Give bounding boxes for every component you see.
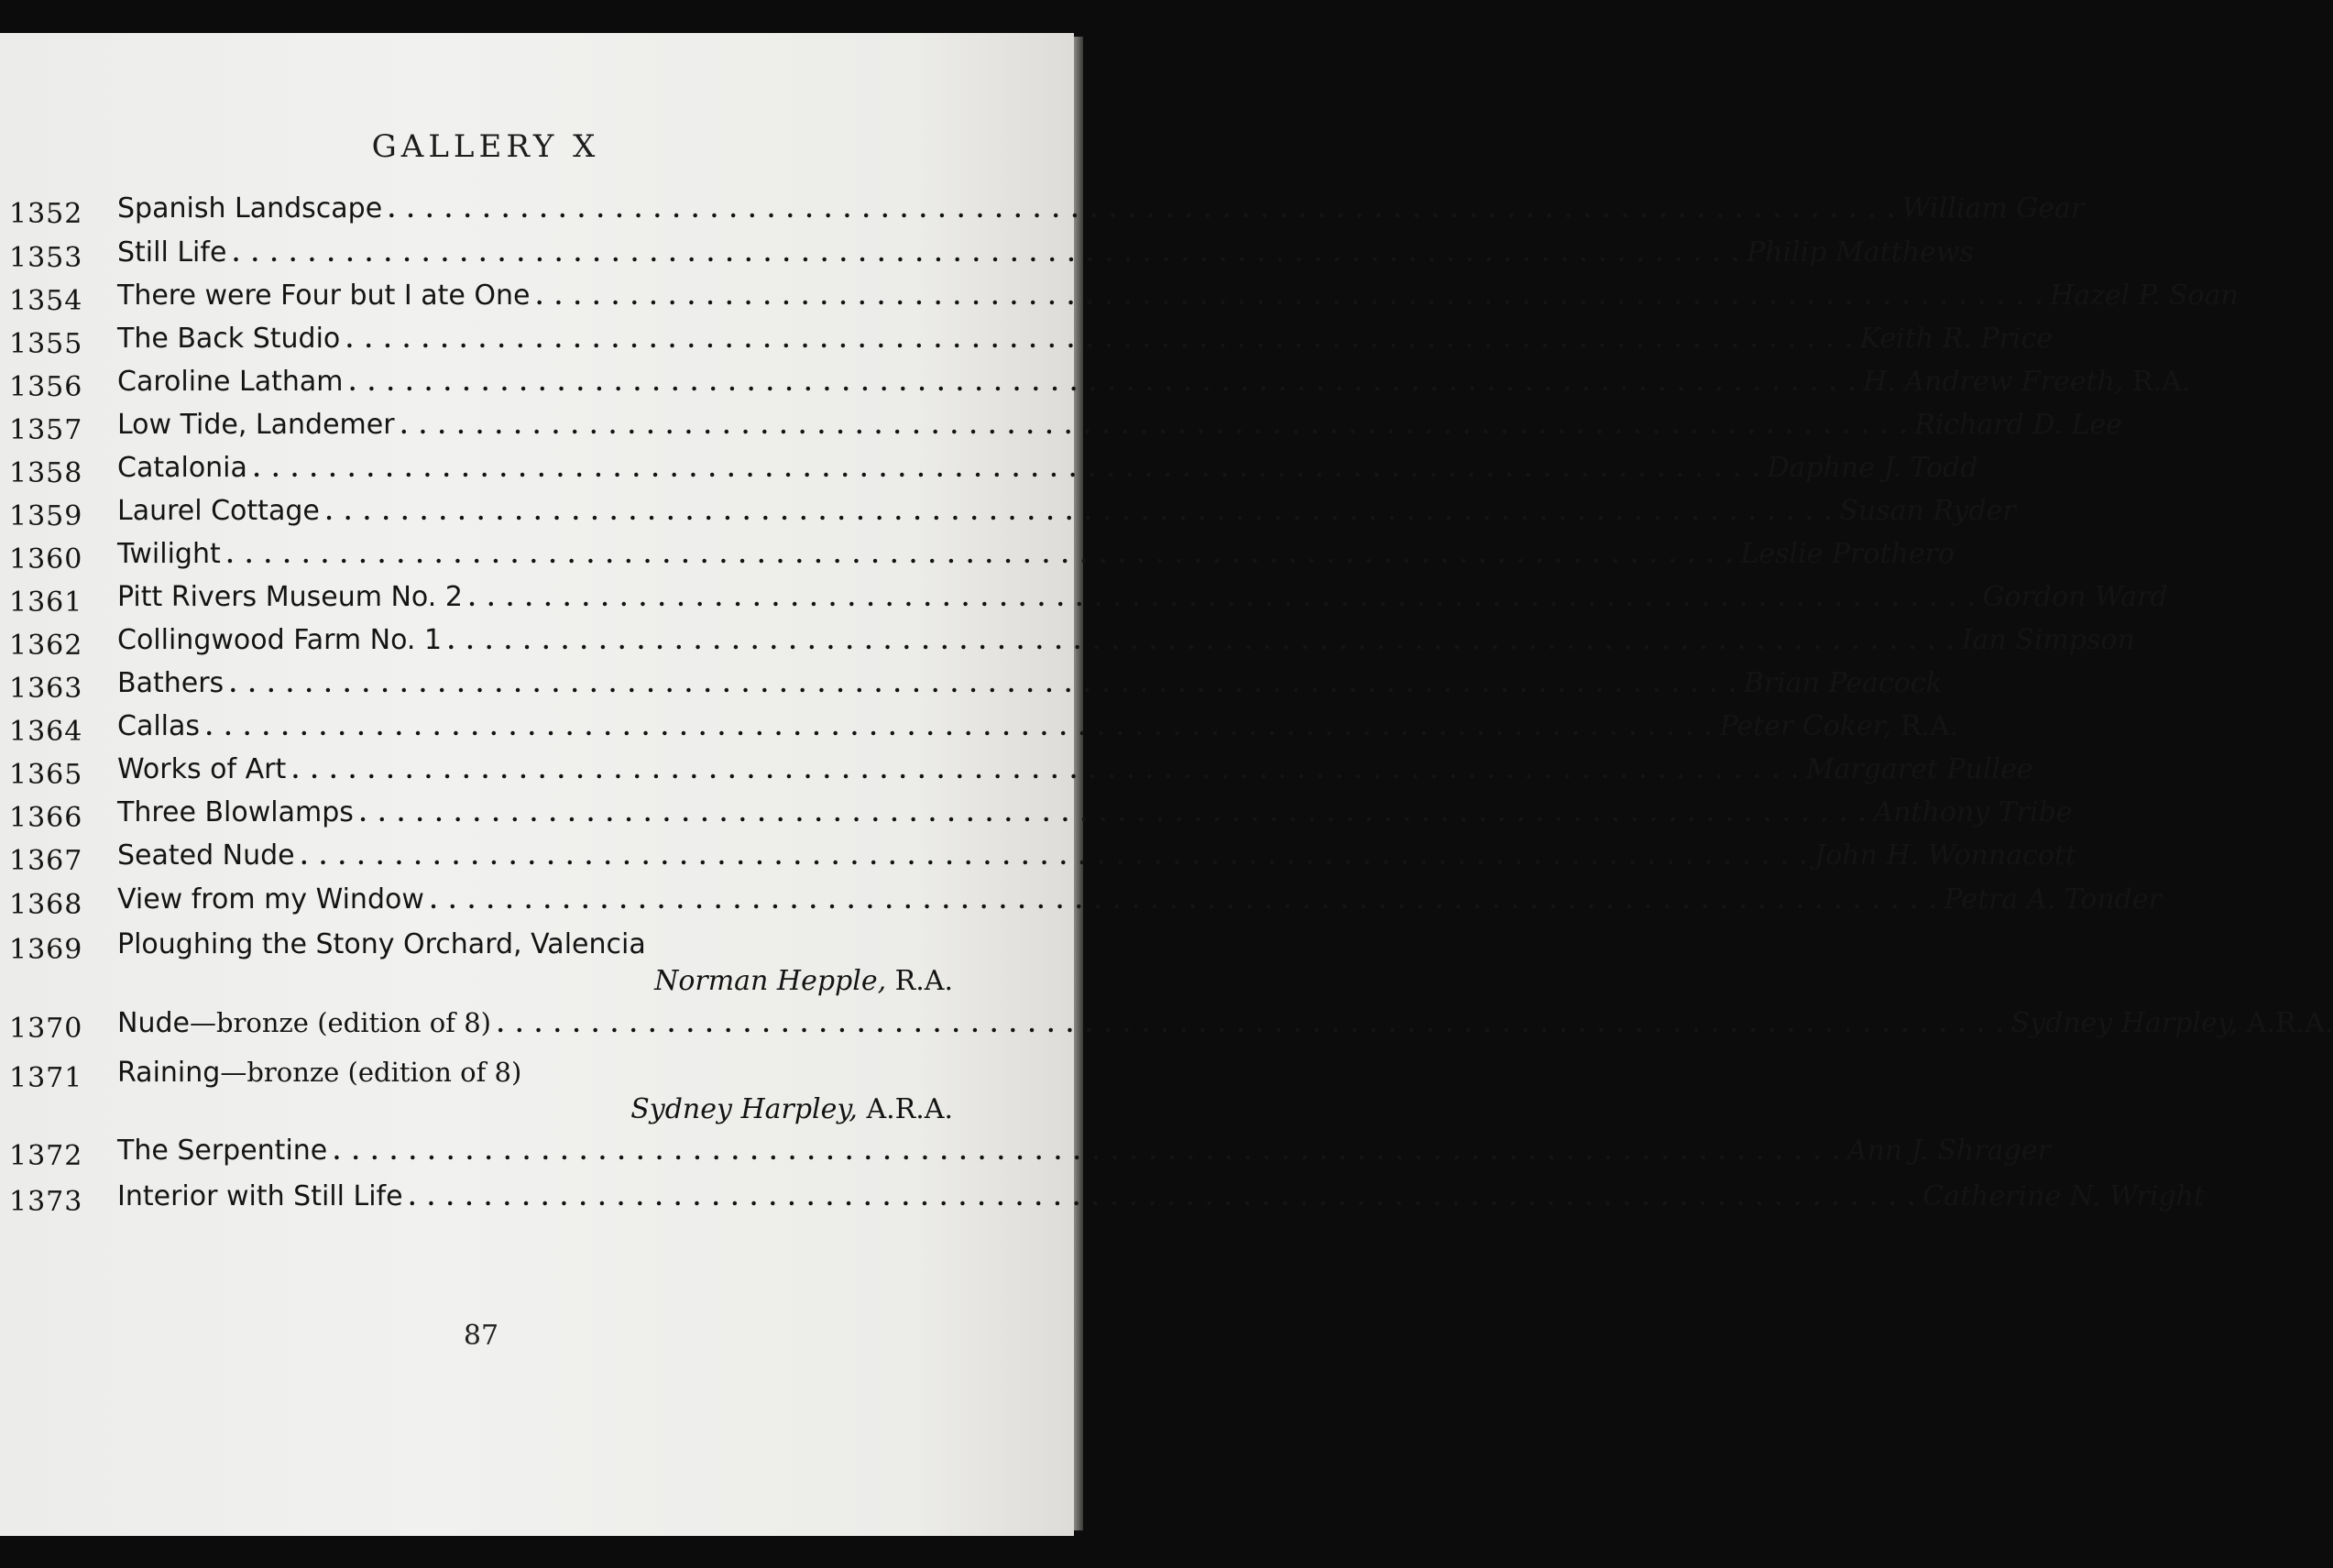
- dot-leader: . . . . . . . . . . . . . . . . . . . . . . . . . . . . . . . . . . . . . . . . . . . . . . . . . . . . . . . . . . . . . . . . . . . . . . . . . . . . . . . .: [496, 1011, 2006, 1037]
- entry-artist: [1860, 323, 2053, 355]
- entry-number: 1362: [9, 630, 83, 662]
- entry-number: 1365: [9, 759, 83, 791]
- catalogue-entry: [0, 1180, 2206, 1232]
- artist-name: Ann J. Shrager: [1846, 1135, 2051, 1167]
- entry-line: [117, 839, 2077, 872]
- entry-title-group: [117, 753, 286, 785]
- artist-name: Petra A. Tonder: [1944, 883, 2162, 916]
- artist-name: Leslie Prothero: [1740, 538, 1955, 570]
- entry-artist: [1740, 538, 1955, 570]
- entry-line: [117, 1007, 2333, 1039]
- entry-number: 1356: [9, 371, 83, 403]
- entry-title: Twilight: [117, 538, 221, 570]
- entry-number: 1361: [9, 587, 83, 619]
- artist-name: William Gear: [1901, 192, 2085, 225]
- entry-number: 1360: [9, 543, 83, 576]
- entry-line: [117, 409, 2122, 441]
- entry-title-group: [117, 839, 295, 872]
- entry-title-group: [117, 1180, 403, 1212]
- catalogue-entry: [0, 1135, 2051, 1186]
- entry-title: View from my Window: [117, 883, 424, 916]
- entry-number: 1373: [9, 1186, 83, 1218]
- entry-title-group: [117, 1007, 491, 1039]
- artist-name: Gordon Ward: [1982, 581, 2168, 613]
- entry-artist: [1814, 839, 2076, 872]
- entry-line: [117, 1135, 2051, 1167]
- dot-leader: . . . . . . . . . . . . . . . . . . . . . . . . . . . . . . . . . . . . . . . . . . . . . . . . . . . . . . . . . . . . . . . . . . . . . . . . . . . . . . . .: [225, 542, 1736, 568]
- artist-name: Margaret Pullee: [1805, 753, 2033, 785]
- entry-line: [117, 452, 1978, 484]
- entry-medium: —bronze (edition of 8): [189, 1007, 491, 1038]
- entry-title-group: [117, 280, 531, 312]
- catalogue-entry: [0, 928, 953, 997]
- entry-title-group: [117, 928, 646, 960]
- entry-line: [117, 796, 2073, 828]
- dot-leader: . . . . . . . . . . . . . . . . . . . . . . . . . . . . . . . . . . . . . . . . . . . . . . . . . . . . . . . . . . . . . . . . . . . . . . . . . . . . . . . .: [400, 412, 1910, 439]
- entry-title: Works of Art: [117, 753, 287, 785]
- entry-number: 1359: [9, 500, 83, 532]
- entry-number: 1354: [9, 285, 83, 317]
- entry-title: Collingwood Farm No. 1: [117, 624, 443, 656]
- entry-artist: [1839, 495, 2015, 527]
- dot-leader: . . . . . . . . . . . . . . . . . . . . . . . . . . . . . . . . . . . . . . . . . . . . . . . . . . . . . . . . . . . . . . . . . . . . . . . . . . . . . . . .: [348, 369, 1858, 396]
- entry-line: [117, 667, 1943, 699]
- entry-number: 1353: [9, 242, 83, 274]
- entry-title: Spanish Landscape: [117, 192, 383, 225]
- entry-title-group: [117, 192, 382, 225]
- entry-line: [117, 624, 2135, 656]
- artist-honours: A.R.A.: [866, 1093, 953, 1125]
- artist-name: Ian Simpson: [1961, 624, 2135, 656]
- catalogue-entry: [0, 1057, 953, 1125]
- artist-name: Philip Matthews: [1746, 236, 1974, 269]
- entry-number: 1358: [9, 457, 83, 489]
- entry-number: 1357: [9, 414, 83, 446]
- entry-line: [117, 192, 2085, 225]
- artist-name: Susan Ryder: [1839, 495, 2016, 527]
- entry-line: [117, 236, 1974, 269]
- entry-line: [117, 1057, 953, 1089]
- entry-artist: [1767, 452, 1977, 484]
- entry-title-group: [117, 452, 247, 484]
- dot-leader: . . . . . . . . . . . . . . . . . . . . . . . . . . . . . . . . . . . . . . . . . . . . . . . . . . . . . . . . . . . . . . . . . . . . . . . . . . . . . . . .: [291, 757, 1801, 784]
- artist-name: John H. Wonnacott: [1814, 839, 2077, 872]
- entry-line: [117, 710, 1959, 742]
- entry-title-group: [117, 796, 354, 828]
- entry-medium: —bronze (edition of 8): [220, 1057, 522, 1088]
- entry-title: Laurel Cottage: [117, 495, 320, 527]
- artist-name: Brian Peacock: [1743, 667, 1943, 699]
- entry-title: Seated Nude: [117, 839, 295, 872]
- dot-leader: . . . . . . . . . . . . . . . . . . . . . . . . . . . . . . . . . . . . . . . . . . . . . . . . . . . . . . . . . . . . . . . . . . . . . . . . . . . . . . . .: [447, 628, 1956, 654]
- dot-leader: . . . . . . . . . . . . . . . . . . . . . . . . . . . . . . . . . . . . . . . . . . . . . . . . . . . . . . . . . . . . . . . . . . . . . . . . . . . . . . . .: [358, 800, 1868, 827]
- artist-name: Norman Hepple,: [654, 965, 887, 997]
- entry-title: There were Four but I ate One: [117, 280, 531, 312]
- entry-title: Catalonia: [117, 452, 247, 484]
- entry-title-group: [117, 409, 395, 441]
- entry-line: [117, 495, 2016, 527]
- entry-title-group: [117, 366, 344, 398]
- dot-leader: . . . . . . . . . . . . . . . . . . . . . . . . . . . . . . . . . . . . . . . . . . . . . . . . . . . . . . . . . . . . . . . . . . . . . . . . . . . . . . . .: [408, 1184, 1918, 1211]
- entry-title: Callas: [117, 710, 201, 742]
- entry-title: Nude: [117, 1007, 190, 1039]
- entry-artist: [1747, 236, 1974, 269]
- entry-artist: [1720, 710, 1959, 742]
- dot-leader: . . . . . . . . . . . . . . . . . . . . . . . . . . . . . . . . . . . . . . . . . . . . . . . . . . . . . . . . . . . . . . . . . . . . . . . . . . . . . . . .: [388, 196, 1897, 223]
- entry-number: 1355: [9, 328, 83, 360]
- artist-name: Richard D. Lee: [1914, 409, 2122, 441]
- dot-leader: . . . . . . . . . . . . . . . . . . . . . . . . . . . . . . . . . . . . . . . . . . . . . . . . . . . . . . . . . . . . . . . . . . . . . . . . . . . . . . . .: [229, 671, 1738, 697]
- entry-line: [117, 538, 1955, 570]
- artist-honours: R.A.: [2131, 366, 2191, 398]
- entry-artist: [2050, 280, 2239, 312]
- entry-title-group: [117, 710, 200, 742]
- entry-number: 1372: [9, 1140, 83, 1172]
- entry-number: 1371: [9, 1062, 83, 1094]
- entry-number: 1366: [9, 802, 83, 834]
- entry-artist: [1806, 753, 2033, 785]
- artist-name: Hazel P. Soan: [2050, 280, 2239, 312]
- artist-honours: R.A.: [894, 965, 953, 997]
- entry-title: Bathers: [117, 667, 225, 699]
- entry-title-group: [117, 236, 226, 269]
- page-number: 87: [463, 1320, 499, 1352]
- artist-name: Keith R. Price: [1859, 323, 2054, 355]
- entry-artist: [654, 965, 953, 997]
- entry-number: 1363: [9, 673, 83, 705]
- dot-leader: . . . . . . . . . . . . . . . . . . . . . . . . . . . . . . . . . . . . . . . . . . . . . . . . . . . . . . . . . . . . . . . . . . . . . . . . . . . . . . . .: [429, 887, 1939, 914]
- entry-line: [117, 883, 2162, 916]
- entry-line: [117, 1180, 2206, 1212]
- entry-number: 1352: [9, 198, 83, 230]
- dot-leader: . . . . . . . . . . . . . . . . . . . . . . . . . . . . . . . . . . . . . . . . . . . . . . . . . . . . . . . . . . . . . . . . . . . . . . . . . . . . . . . .: [535, 283, 2045, 310]
- entry-title: Interior with Still Life: [117, 1180, 403, 1212]
- dot-leader: . . . . . . . . . . . . . . . . . . . . . . . . . . . . . . . . . . . . . . . . . . . . . . . . . . . . . . . . . . . . . . . . . . . . . . . . . . . . . . . .: [252, 455, 1762, 482]
- entry-title-group: [117, 1135, 327, 1167]
- catalogue-entry: [0, 883, 2162, 935]
- entry-title-group: [117, 624, 442, 656]
- entry-artist: [1922, 1180, 2205, 1212]
- artist-name: Sydney Harpley,: [630, 1093, 858, 1125]
- entry-artist: [1873, 796, 2072, 828]
- entry-title-group: [117, 883, 424, 916]
- entry-title: The Back Studio: [117, 323, 341, 355]
- catalogue-entry: [0, 1007, 2333, 1058]
- entry-title: Three Blowlamps: [117, 796, 354, 828]
- dot-leader: . . . . . . . . . . . . . . . . . . . . . . . . . . . . . . . . . . . . . . . . . . . . . . . . . . . . . . . . . . . . . . . . . . . . . . . . . . . . . . . .: [467, 585, 1977, 611]
- entry-number: 1370: [9, 1013, 83, 1045]
- entry-line: [117, 753, 2033, 785]
- entry-line: [117, 323, 2054, 355]
- entry-artist: [1982, 581, 2167, 613]
- artist-name: Sydney Harpley,: [2010, 1007, 2239, 1039]
- artist-name: Peter Coker,: [1719, 710, 1892, 742]
- entry-title-group: [117, 538, 221, 570]
- entry-artist: [1744, 667, 1943, 699]
- entry-title: Pitt Rivers Museum No. 2: [117, 581, 463, 613]
- entry-title: Ploughing the Stony Orchard, Valencia: [117, 928, 646, 960]
- entry-number: 1368: [9, 889, 83, 921]
- entry-title-group: [117, 1057, 521, 1089]
- entry-artist: [1962, 624, 2135, 656]
- entry-number: 1369: [9, 934, 83, 966]
- entry-title: Low Tide, Landemer: [117, 409, 395, 441]
- entry-number: 1367: [9, 845, 83, 877]
- entry-line: [117, 366, 2191, 398]
- entry-artist: [1944, 883, 2162, 916]
- dot-leader: . . . . . . . . . . . . . . . . . . . . . . . . . . . . . . . . . . . . . . . . . . . . . . . . . . . . . . . . . . . . . . . . . . . . . . . . . . . . . . . .: [333, 1138, 1842, 1165]
- entry-title-group: [117, 323, 340, 355]
- entry-artist: [2011, 1007, 2333, 1039]
- gallery-heading: GALLERY X: [371, 128, 600, 165]
- entry-artist: [630, 1093, 953, 1125]
- artist-name: Daphne J. Todd: [1767, 452, 1978, 484]
- entry-number: 1364: [9, 716, 83, 748]
- artist-honours: R.A.: [1900, 710, 1959, 742]
- entry-line: [117, 280, 2239, 312]
- entry-artist: [1914, 409, 2122, 441]
- entry-line: [117, 928, 953, 960]
- dot-leader: . . . . . . . . . . . . . . . . . . . . . . . . . . . . . . . . . . . . . . . . . . . . . . . . . . . . . . . . . . . . . . . . . . . . . . . . . . . . . . . .: [345, 326, 1855, 353]
- dot-leader: . . . . . . . . . . . . . . . . . . . . . . . . . . . . . . . . . . . . . . . . . . . . . . . . . . . . . . . . . . . . . . . . . . . . . . . . . . . . . . . .: [324, 499, 1835, 525]
- artist-name: Catherine N. Wright: [1922, 1180, 2206, 1212]
- entry-artist: [1847, 1135, 2051, 1167]
- entry-title-group: [117, 667, 224, 699]
- dot-leader: . . . . . . . . . . . . . . . . . . . . . . . . . . . . . . . . . . . . . . . . . . . . . . . . . . . . . . . . . . . . . . . . . . . . . . . . . . . . . . . .: [232, 240, 1741, 267]
- entry-title: The Serpentine: [117, 1135, 328, 1167]
- entry-artist: [1863, 366, 2190, 398]
- artist-honours: A.R.A.: [2246, 1007, 2333, 1039]
- artist-name: Anthony Tribe: [1873, 796, 2073, 828]
- artist-name: H. Andrew Freeth,: [1863, 366, 2124, 398]
- dot-leader: . . . . . . . . . . . . . . . . . . . . . . . . . . . . . . . . . . . . . . . . . . . . . . . . . . . . . . . . . . . . . . . . . . . . . . . . . . . . . . . .: [205, 714, 1714, 740]
- entry-line: [117, 581, 2168, 613]
- entry-title: Caroline Latham: [117, 366, 344, 398]
- entry-title-group: [117, 495, 320, 527]
- dot-leader: . . . . . . . . . . . . . . . . . . . . . . . . . . . . . . . . . . . . . . . . . . . . . . . . . . . . . . . . . . . . . . . . . . . . . . . . . . . . . . . .: [300, 843, 1810, 870]
- entry-title-group: [117, 581, 463, 613]
- entry-title: Still Life: [117, 236, 227, 269]
- entry-artist: [1902, 192, 2085, 225]
- entry-title: Raining: [117, 1057, 221, 1089]
